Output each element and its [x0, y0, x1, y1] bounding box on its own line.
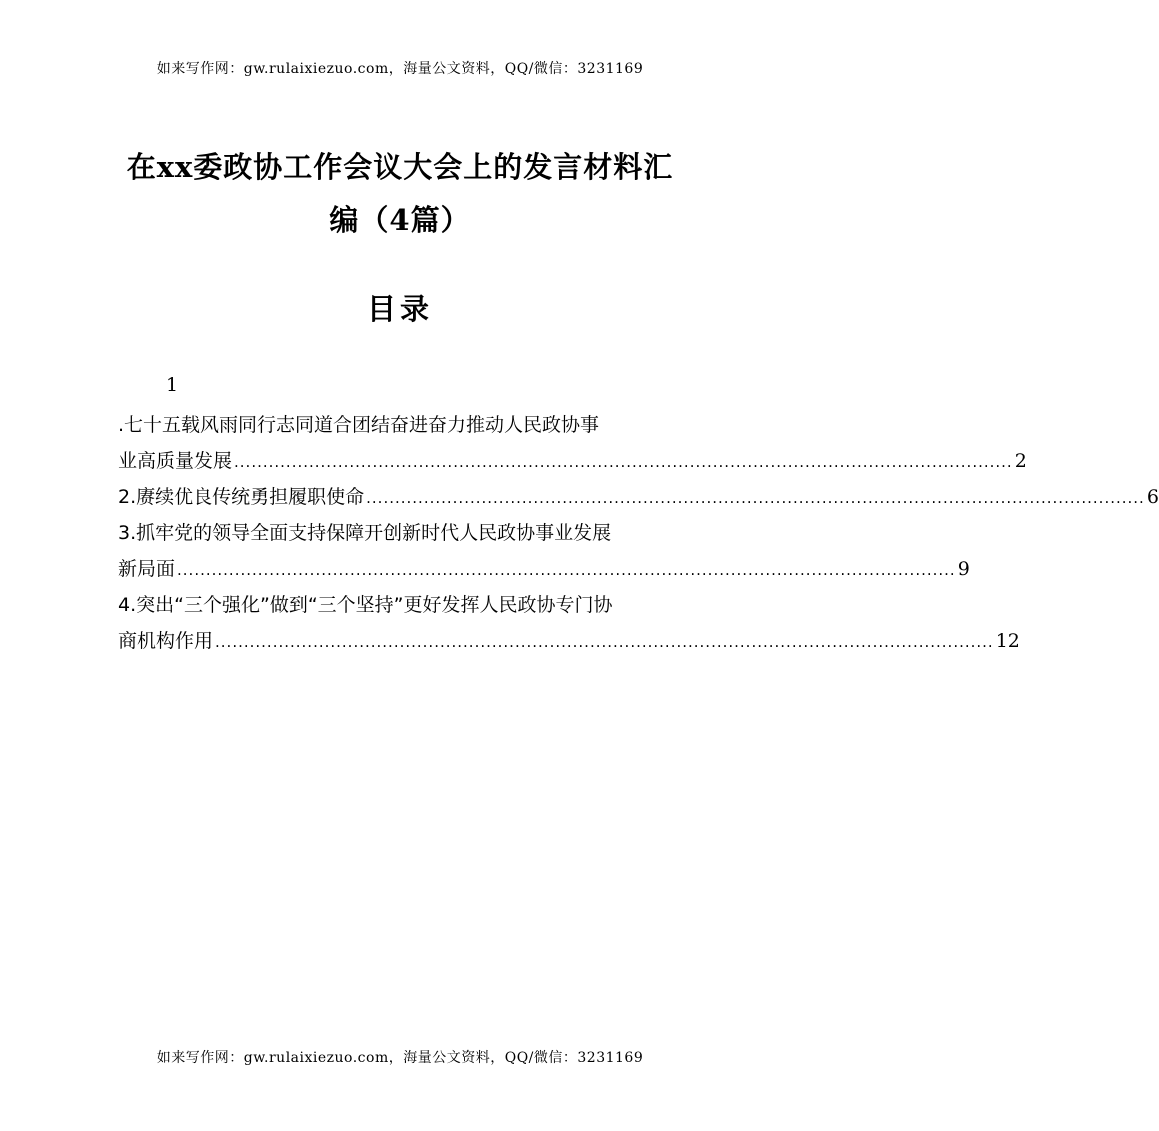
- page-header: 如来写作网：gw.rulaixiezuo.com，海量公文资料，QQ/微信：3231169: [156, 61, 644, 77]
- toc-item-1-number: 1: [166, 374, 179, 396]
- toc-leader-dots: .......................................................................................................................................: [366, 489, 1145, 507]
- toc-leader-dots: .......................................................................................................................................: [234, 453, 1013, 471]
- toc-item-4-line-1[interactable]: [118, 590, 680, 620]
- document-title-line-2: 编（4篇）: [329, 203, 471, 237]
- toc-item-4-page: 12: [995, 630, 1020, 652]
- toc-item-1-page: 2: [1014, 450, 1027, 472]
- page-footer: 如来写作网：gw.rulaixiezuo.com，海量公文资料，QQ/微信：3231169: [156, 1050, 644, 1066]
- toc-item-4-text-cont: 商机构作用: [118, 630, 214, 652]
- document-title-line-1: 在xx委政协工作会议大会上的发言材料汇: [126, 150, 674, 184]
- toc-leader-dots: .......................................................................................................................................: [177, 561, 956, 579]
- toc-item-3-page: 9: [957, 558, 970, 580]
- toc-item-4-text: 4.突出“三个强化”做到“三个坚持”更好发挥人民政协专门协: [118, 594, 613, 616]
- toc-item-1-text: .七十五载风雨同行志同道合团结奋进奋力推动人民政协事: [118, 414, 600, 436]
- toc-item-2-page: 6: [1146, 486, 1159, 508]
- toc-item-1-text-cont: 业高质量发展: [118, 450, 233, 472]
- toc-item-4-line-2[interactable]: [118, 626, 1020, 656]
- toc-item-1-line-1[interactable]: [118, 410, 680, 440]
- toc-heading: 目录: [366, 292, 433, 326]
- toc-item-1-line-2[interactable]: [118, 446, 1027, 476]
- toc-item-3-text-cont: 新局面: [118, 558, 176, 580]
- toc-item-3-line-1[interactable]: [118, 518, 680, 548]
- toc-leader-dots: .......................................................................................................................................: [215, 633, 994, 651]
- toc-item-3-text: 3.抓牢党的领导全面支持保障开创新时代人民政协事业发展: [118, 522, 612, 544]
- toc-item-3-line-2[interactable]: [118, 554, 970, 584]
- toc-item-2-text: 2.赓续优良传统勇担履职使命: [118, 486, 365, 508]
- toc-item-2[interactable]: [118, 482, 1159, 512]
